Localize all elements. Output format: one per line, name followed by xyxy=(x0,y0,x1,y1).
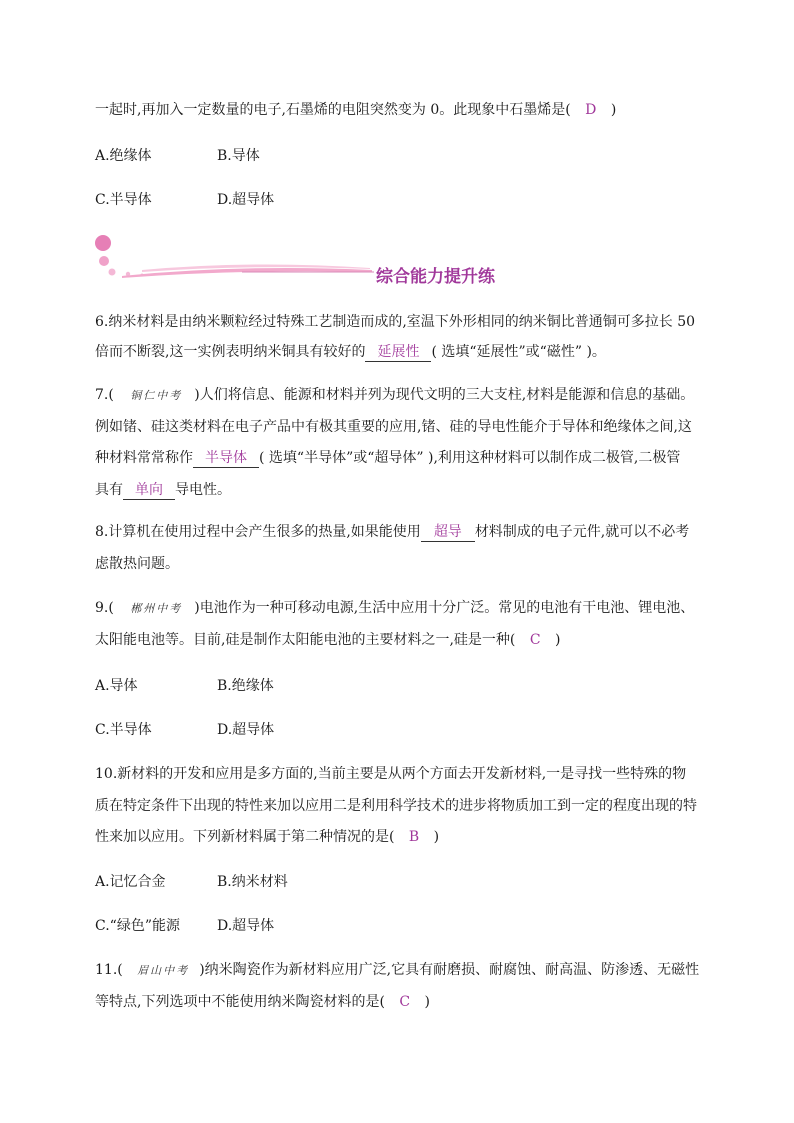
q7-line2: 例如锗、硅这类材料在电子产品中有极其重要的应用,锗、硅的导电性能介于导体和绝缘体之间,这 xyxy=(95,419,692,435)
q7-source-tag: 铜仁中考 xyxy=(130,389,183,402)
q5-options-row1: A.绝缘体 B.导体 xyxy=(95,148,260,164)
q9-options-row2: C.半导体 D.超导体 xyxy=(95,722,275,738)
q6-line1: 6.纳米材料是由纳米颗粒经过特殊工艺制造而成的,室温下外形相同的纳米铜比普通铜可多拉长 50 xyxy=(95,314,696,330)
q9-line1: 9.( 郴州中考 )电池作为一种可移动电源,生活中应用十分广泛。常见的电池有干电池、锂电池、 xyxy=(95,600,695,616)
q11-line1: 11.( 眉山中考 )纳米陶瓷作为新材料应用广泛,它具有耐磨损、耐腐蚀、耐高温、防渗透、无磁性 xyxy=(95,962,700,978)
section-title: 综合能力提升练 xyxy=(376,267,495,287)
q11-line2: 等特点,下列选项中不能使用纳米陶瓷材料的是( C ) xyxy=(95,994,431,1010)
q9-line2: 太阳能电池等。目前,硅是制作太阳能电池的主要材料之一,硅是一种( C ) xyxy=(95,632,561,648)
q10-line1: 10.新材料的开发和应用是多方面的,当前主要是从两个方面去开发新材料,一是寻找一些特殊的物 xyxy=(95,766,687,782)
q5-options-row2: C.半导体 D.超导体 xyxy=(95,192,275,208)
q10-options-row1: A.记忆合金 B.纳米材料 xyxy=(95,874,288,890)
q5-stem: 一起时,再加入一定数量的电子,石墨烯的电阻突然变为 0。此现象中石墨烯是( D ) xyxy=(95,102,617,118)
q8-line1: 8.计算机在使用过程中会产生很多的热量,如果能使用 超导 材料制成的电子元件,就可以不必考 xyxy=(95,524,690,540)
q8-line2: 虑散热问题。 xyxy=(95,556,179,572)
q6-answer-blank: 延展性 xyxy=(365,343,431,362)
q10-line3: 性来加以应用。下列新材料属于第二种情况的是( B ) xyxy=(95,829,440,845)
q9-options-row1: A.导体 B.绝缘体 xyxy=(95,678,274,694)
q6-line2: 倍而不断裂,这一实例表明纳米铜具有较好的 延展性 ( 选填“延展性”或“磁性” )。 xyxy=(95,344,606,360)
q8-answer-blank: 超导 xyxy=(421,523,475,542)
q11-answer: C xyxy=(399,994,411,1010)
q7-line1: 7.( 铜仁中考 )人们将信息、能源和材料并列为现代文明的三大支柱,材料是能源和信息的基础。 xyxy=(95,387,695,403)
q9-source-tag: 郴州中考 xyxy=(130,602,183,615)
q7-answer1-blank: 半导体 xyxy=(193,449,259,468)
q11-source-tag: 眉山中考 xyxy=(137,964,190,977)
q9-answer: C xyxy=(529,632,541,648)
banner-dot-small xyxy=(109,269,116,276)
q7-line4: 具有 单向 导电性。 xyxy=(95,482,231,498)
banner-dot-medium xyxy=(99,256,109,266)
banner-dot-large xyxy=(95,235,111,251)
q7-line3: 种材料常常称作 半导体 ( 选填“半导体”或“超导体” ),利用这种材料可以制作成二极管,二极管 xyxy=(95,450,681,466)
q7-answer2-blank: 单向 xyxy=(123,481,175,500)
q10-line2: 质在特定条件下出现的特性来加以应用二是利用科学技术的进步将物质加工到一定的程度出现的特 xyxy=(95,798,697,814)
q5-answer: D xyxy=(585,102,597,118)
q10-options-row2: C.“绿色”能源 D.超导体 xyxy=(95,918,275,934)
q10-answer: B xyxy=(408,829,420,845)
